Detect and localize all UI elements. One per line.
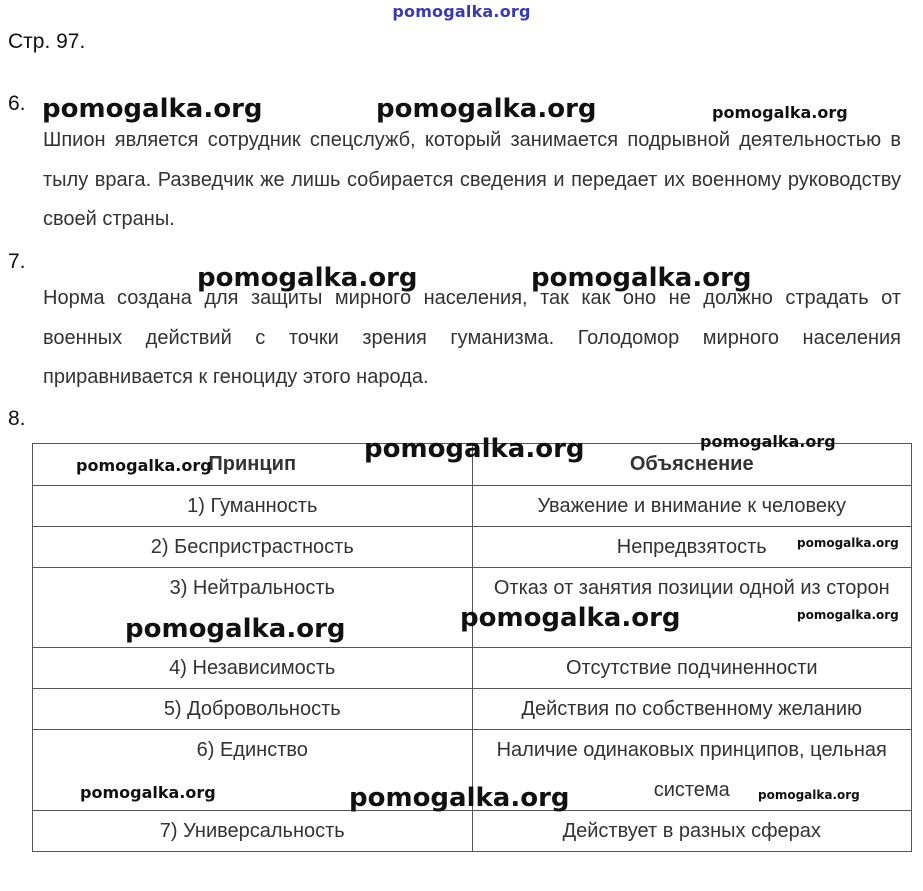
table-row bbox=[33, 689, 912, 730]
header-explanation: Объяснение bbox=[472, 444, 912, 486]
explanation-cell: Непредвзятость bbox=[472, 527, 912, 568]
task-6-answer: Шпион является сотрудник спецслужб, который занимается подрывной деятельностью в тылу врага. Разведчик же лишь собирается сведения и передает их военному руководству своей страны. bbox=[43, 129, 901, 230]
principle-cell: 2) Беспристрастность bbox=[33, 527, 473, 568]
principle-cell: 6) Единство bbox=[33, 730, 473, 811]
principle-cell: 5) Добровольность bbox=[33, 689, 473, 730]
explanation-cell: Наличие одинаковых принципов, цельная система bbox=[472, 730, 912, 811]
principle-cell: 3) Нейтральность bbox=[33, 568, 473, 648]
table-row bbox=[33, 648, 912, 689]
principle-cell: 1) Гуманность bbox=[33, 486, 473, 527]
explanation-cell: Действия по собственному желанию bbox=[472, 689, 912, 730]
watermark: pomogalka.org bbox=[42, 94, 263, 124]
explanation-cell: Отказ от занятия позиции одной из сторон bbox=[472, 568, 912, 648]
site-header-link[interactable]: pomogalka.org bbox=[392, 2, 531, 21]
header-principle: Принцип bbox=[33, 444, 473, 486]
watermark: pomogalka.org bbox=[797, 536, 899, 550]
table-row bbox=[33, 527, 912, 568]
watermark: pomogalka.org bbox=[349, 783, 570, 813]
page-number: Стр. 97. bbox=[8, 30, 86, 53]
task-number-7: 7. bbox=[8, 250, 26, 273]
principle-cell: 7) Универсальность bbox=[33, 811, 473, 852]
watermark: pomogalka.org bbox=[197, 263, 418, 293]
watermark: pomogalka.org bbox=[80, 783, 216, 802]
watermark: pomogalka.org bbox=[531, 263, 752, 293]
watermark: pomogalka.org bbox=[712, 103, 848, 122]
watermark: pomogalka.org bbox=[460, 603, 681, 633]
watermark: pomogalka.org bbox=[376, 94, 597, 124]
watermark: pomogalka.org bbox=[797, 608, 899, 622]
task-number-8: 8. bbox=[8, 407, 26, 430]
task-7-answer: Норма создана для защиты мирного населения, так как оно не должно страдать от военных действий с точки зрения гуманизма. Голодомор мирного населения приравнивается к геноциду этого народа. bbox=[43, 287, 901, 388]
explanation-cell: Действует в разных сферах bbox=[472, 811, 912, 852]
explanation-cell: Отсутствие подчиненности bbox=[472, 648, 912, 689]
watermark: pomogalka.org bbox=[364, 434, 585, 464]
watermark: pomogalka.org bbox=[76, 456, 212, 475]
principle-cell: 4) Независимость bbox=[33, 648, 473, 689]
watermark: pomogalka.org bbox=[700, 432, 836, 451]
watermark: pomogalka.org bbox=[758, 788, 860, 802]
table-row bbox=[33, 811, 912, 852]
task-number-6: 6. bbox=[8, 92, 26, 115]
table-row bbox=[33, 486, 912, 527]
explanation-cell: Уважение и внимание к человеку bbox=[472, 486, 912, 527]
watermark: pomogalka.org bbox=[125, 614, 346, 644]
